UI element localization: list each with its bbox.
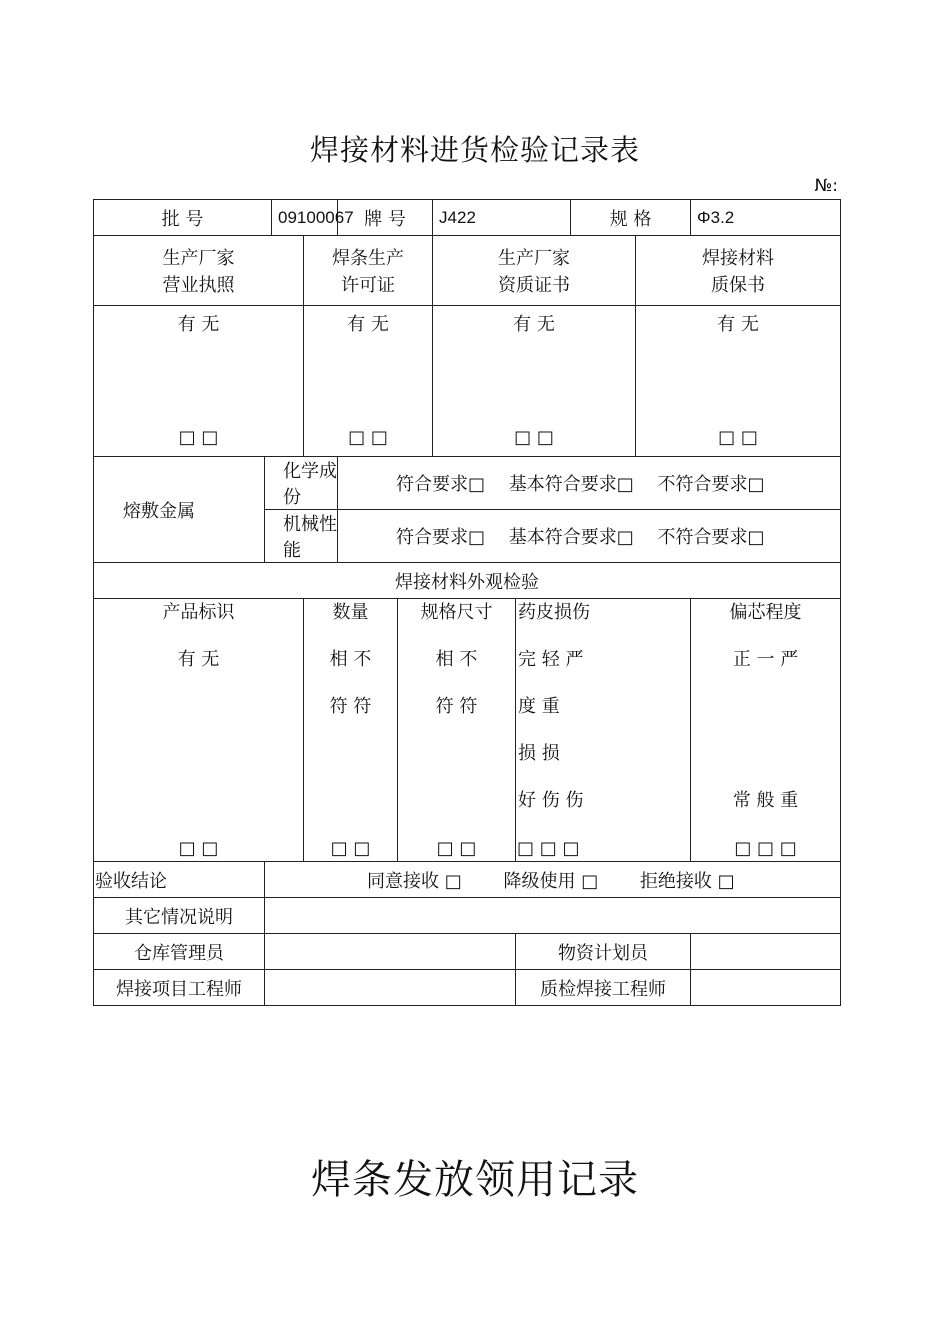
other-row <box>94 898 841 934</box>
welding-engineer-signature-field[interactable] <box>265 970 516 1006</box>
visual-section-row <box>94 563 841 599</box>
mechanical-label: 机械性能 <box>265 510 338 563</box>
presence-label: 有 无 <box>717 314 759 335</box>
conclusion-row <box>94 862 841 898</box>
spec-value[interactable]: Φ3.2 <box>691 200 841 236</box>
visual-coating-cell <box>516 599 691 862</box>
mechanical-options <box>338 510 841 563</box>
option-basic-conform[interactable]: 基本符合要求□ <box>508 474 634 495</box>
visual-eccentric-spacer <box>691 742 840 789</box>
planner-label: 物资计划员 <box>516 934 691 970</box>
presence-checkboxes[interactable]: □ □ <box>178 427 219 448</box>
other-input[interactable] <box>265 898 841 934</box>
presence-cell <box>94 306 304 457</box>
other-label: 其它情况说明 <box>94 898 265 934</box>
signature-row-1 <box>94 934 841 970</box>
option-reject[interactable]: 拒绝接收 □ <box>639 870 735 892</box>
chemistry-label: 化学成份 <box>265 457 338 510</box>
signature-row-2 <box>94 970 841 1006</box>
presence-cell <box>636 306 841 457</box>
presence-cell <box>304 306 433 457</box>
document-qualification-cert <box>433 236 636 306</box>
document-line: 焊条生产 <box>332 248 405 269</box>
visual-coating-header: 药皮损伤 <box>518 602 591 623</box>
batch-value[interactable]: 09100067 <box>272 200 338 236</box>
document-line: 生产厂家 <box>498 248 571 269</box>
document-line: 生产厂家 <box>162 248 235 269</box>
option-nonconform[interactable]: 不符合要求□ <box>657 527 765 548</box>
documents-row <box>94 236 841 306</box>
visual-eccentric-line-top: 正 一 严 <box>732 649 799 670</box>
visual-section-title: 焊接材料外观检验 <box>94 563 841 599</box>
visual-coating-line: 度 重 <box>518 696 560 717</box>
option-conform[interactable]: 符合要求□ <box>396 474 486 495</box>
spec-label: 规 格 <box>571 200 691 236</box>
page-title: 焊接材料进货检验记录表 <box>309 133 640 167</box>
visual-marking-line: 有 无 <box>177 649 220 670</box>
visual-size-header: 规格尺寸 <box>420 602 493 623</box>
document-line: 质保书 <box>711 275 766 296</box>
document-business-license <box>94 236 304 306</box>
visual-eccentric-checkboxes[interactable]: □ □ □ <box>734 838 797 859</box>
visual-size-line: 符 符 <box>435 696 478 717</box>
presence-cell <box>433 306 636 457</box>
visual-coating-line: 损 损 <box>518 743 560 764</box>
warehouse-label: 仓库管理员 <box>94 934 265 970</box>
presence-label: 有 无 <box>347 314 389 335</box>
welding-engineer-label: 焊接项目工程师 <box>94 970 265 1006</box>
document-line: 营业执照 <box>162 275 235 296</box>
document-line: 资质证书 <box>498 275 571 296</box>
document-production-permit <box>304 236 433 306</box>
inspection-form <box>93 199 841 1006</box>
deposit-row-chemistry <box>94 457 841 510</box>
visual-eccentric-cell <box>691 599 841 862</box>
visual-size-checkboxes[interactable]: □ □ <box>436 838 477 859</box>
presence-row <box>94 306 841 457</box>
document-line: 焊接材料 <box>702 248 775 269</box>
visual-marking-cell <box>94 599 304 862</box>
visual-eccentric-spacer <box>691 695 840 742</box>
brand-value[interactable]: J422 <box>433 200 571 236</box>
qc-engineer-label: 质检焊接工程师 <box>516 970 691 1006</box>
visual-eccentric-line-bottom: 常 般 重 <box>732 790 799 811</box>
document-line: 许可证 <box>341 275 396 296</box>
visual-row <box>94 599 841 862</box>
deposit-metal-label: 熔敷金属 <box>94 457 265 563</box>
presence-label: 有 无 <box>177 314 220 335</box>
visual-coating-checkboxes[interactable]: □ □ □ <box>517 838 580 859</box>
visual-marking-checkboxes[interactable]: □ □ <box>178 838 219 859</box>
next-page-title: 焊条发放领用记录 <box>311 1157 639 1203</box>
option-accept[interactable]: 同意接收 □ <box>367 870 462 892</box>
batch-label: 批 号 <box>94 200 272 236</box>
conclusion-options <box>265 862 841 898</box>
brand-label: 牌 号 <box>338 200 433 236</box>
option-nonconform[interactable]: 不符合要求□ <box>657 474 765 495</box>
visual-quantity-line: 相 不 <box>329 649 372 670</box>
option-downgrade[interactable]: 降级使用 □ <box>503 870 599 892</box>
record-number-label: №: <box>814 176 838 196</box>
presence-checkboxes[interactable]: □ □ <box>348 427 388 448</box>
conclusion-label: 验收结论 <box>94 862 265 898</box>
chemistry-options <box>338 457 841 510</box>
visual-quantity-checkboxes[interactable]: □ □ <box>330 838 371 859</box>
warehouse-signature-field[interactable] <box>265 934 516 970</box>
visual-size-cell <box>398 599 516 862</box>
visual-quantity-cell <box>304 599 398 862</box>
visual-marking-header: 产品标识 <box>162 602 235 623</box>
header-row <box>94 200 841 236</box>
visual-coating-line: 好 伤 伤 <box>518 790 584 811</box>
qc-engineer-signature-field[interactable] <box>691 970 841 1006</box>
visual-coating-line: 完 轻 严 <box>518 649 584 670</box>
document-quality-cert <box>636 236 841 306</box>
presence-label: 有 无 <box>513 314 555 335</box>
planner-signature-field[interactable] <box>691 934 841 970</box>
option-conform[interactable]: 符合要求□ <box>396 527 486 548</box>
visual-quantity-line: 符 符 <box>329 696 372 717</box>
presence-checkboxes[interactable]: □ □ <box>718 427 758 448</box>
visual-size-line: 相 不 <box>435 649 478 670</box>
visual-quantity-header: 数量 <box>332 602 369 623</box>
visual-eccentric-header: 偏芯程度 <box>729 602 802 623</box>
option-basic-conform[interactable]: 基本符合要求□ <box>508 527 634 548</box>
presence-checkboxes[interactable]: □ □ <box>514 427 554 448</box>
